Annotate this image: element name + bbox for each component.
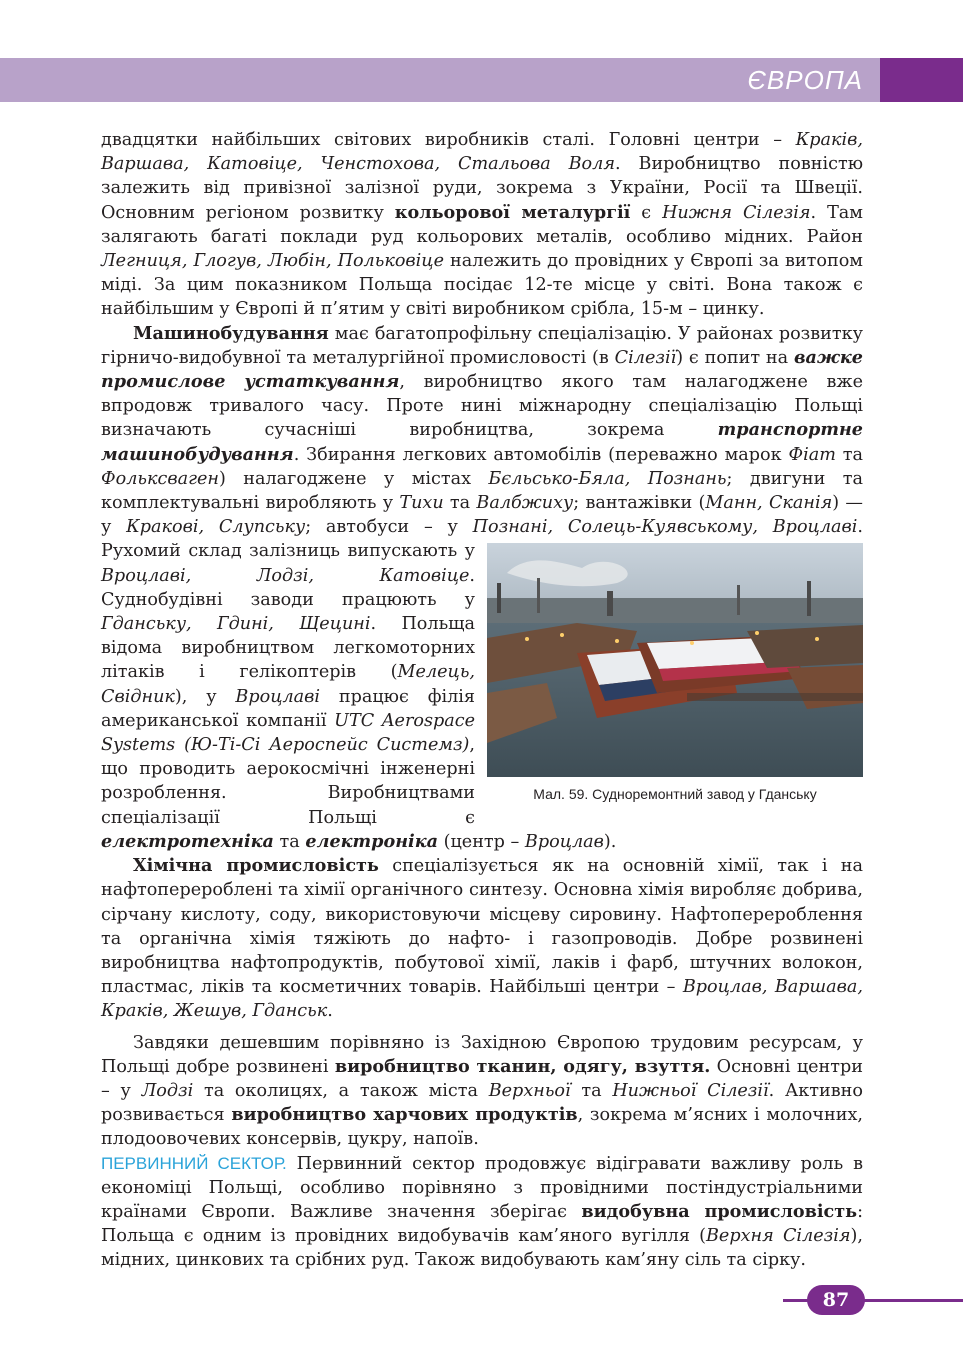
primary-sector-heading: ПЕРВИННИЙ СЕКТОР. (101, 1153, 287, 1173)
page-number: 87 (807, 1285, 865, 1315)
paragraph-chemical: Хімічна промисловість спеціалізується як на основній хімії, так і на нафтоперероблені та хімії органічного синтезу. Основна хімія виробляє добрива, сірчану кислоту, соду, використовуючи місцеву сировину. Нафтоперероблення та органічна хімія тяжіють до нафто- і газопроводів. Добре розвинені виробництва нафтопродуктів, побутової хімії, лаків і фарб, штучних волокон, пластмас, ліків та косметичних товарів. Найбільші центри – Вроцлав, Варшава, Краків, Жешув, Гданськ. (101, 855, 863, 1022)
paragraph-light-industry: Завдяки дешевшим порівняно із Західною Європою трудовим ресурсам, у Польщі добре розвинені виробництво тканин, одягу, взуття. Основні центри – у Лодзі та околицях, а також міста Верхньої та Нижньої Сілезії. Активно розвивається виробництво харчових продуктів, зокрема м’ясних і молочних, плодоовочевих консервів, цукру, напоїв. (101, 1032, 863, 1150)
header-accent-block (880, 58, 963, 102)
machinery-text-start: Машинобудування має багатопрофільну спеціалізацію. У районах розвитку гірничо-видобувної та металургійної промисловості (в Сілезії) є попит на важке промислове устаткування, виробництво якого там налагоджене вже впродовж тривалого часу. Проте нині міжнародну спеціалізацію Польщі визначають сучасніші виробництва, зокрема транспортне машинобудування. Збирання легкових автомобілів (переважно марок Фіат та Фольксваген) налагоджене у містах Бєльсько-Бяла, Познань; двигуни та комплектувальні виробляють у Тихи та Валбжиху; вантажівки (Манн, Сканія) — у Кракові, Слупську; автобуси – у Познані, Солець-Куявському, Вроцлаві. (101, 322, 864, 538)
paragraph-metallurgy: двадцятки найбільших світових виробників сталі. Головні центри – Краків, Варшава, Катовіце, Ченстохова, Стальова Воля. Виробництво повністю залежить від привізної залізної руди, зокрема з України, Росії та Швеції. Основним регіоном розвитку кольорової металургії є Нижня Сілезія. Там залягають багаті поклади руд кольорових металів, особливо мідних. Район Легниця, Глогув, Любін, Польковіце належить до провідних у Європі за витопом міді. За цим показником Польща посідає 12-те місце у світі. Вона також є найбільшим у Європі й п’ятим у світі виробником срібла, 15-м – цинку. (101, 130, 864, 320)
paragraph-primary-sector (101, 1152, 863, 1273)
figure-caption: Мал. 59. Судноремонтний завод у Гданську (533, 786, 817, 803)
primary-sector-text: Первинний сектор продовжує відігравати важливу роль в економіці Польщі, особливо порівняно з провідними постіндустріальними країнами Європи. Важливе значення зберігає видобувна промисловість: Польща є одним із провідних видобувачів кам’яного вугілля (Верхня Сілезія), мідних, цинкових та срібних руд. Також видобувають кам’яну сіль та сірку. (101, 1153, 864, 1271)
machinery-text-rest: Рухомий склад залізниць випускають у Вроцлаві, Лодзі, Катовіце. Суднобудівні заводи працюють у Гданську, Гдині, Щецині. Польща відома виробництвом легкомоторних літаків і гелікоптерів (Мелець, Свідник), у Вроцлаві працює філія американської компанії UTC Aerospace Systems (Ю-Ті-Сі Аероспейс Системз), що проводить аерокосмічні інженерні розроблення. Виробництвами спеціалізації Польщі є електротехніка та електроніка (центр – Вроцлав). (101, 541, 617, 852)
page-content (101, 128, 863, 1273)
paragraph-machinery (101, 322, 863, 854)
figure (487, 543, 863, 803)
section-title: ЄВРОПА (747, 65, 863, 95)
shipyard-photo (487, 543, 863, 777)
